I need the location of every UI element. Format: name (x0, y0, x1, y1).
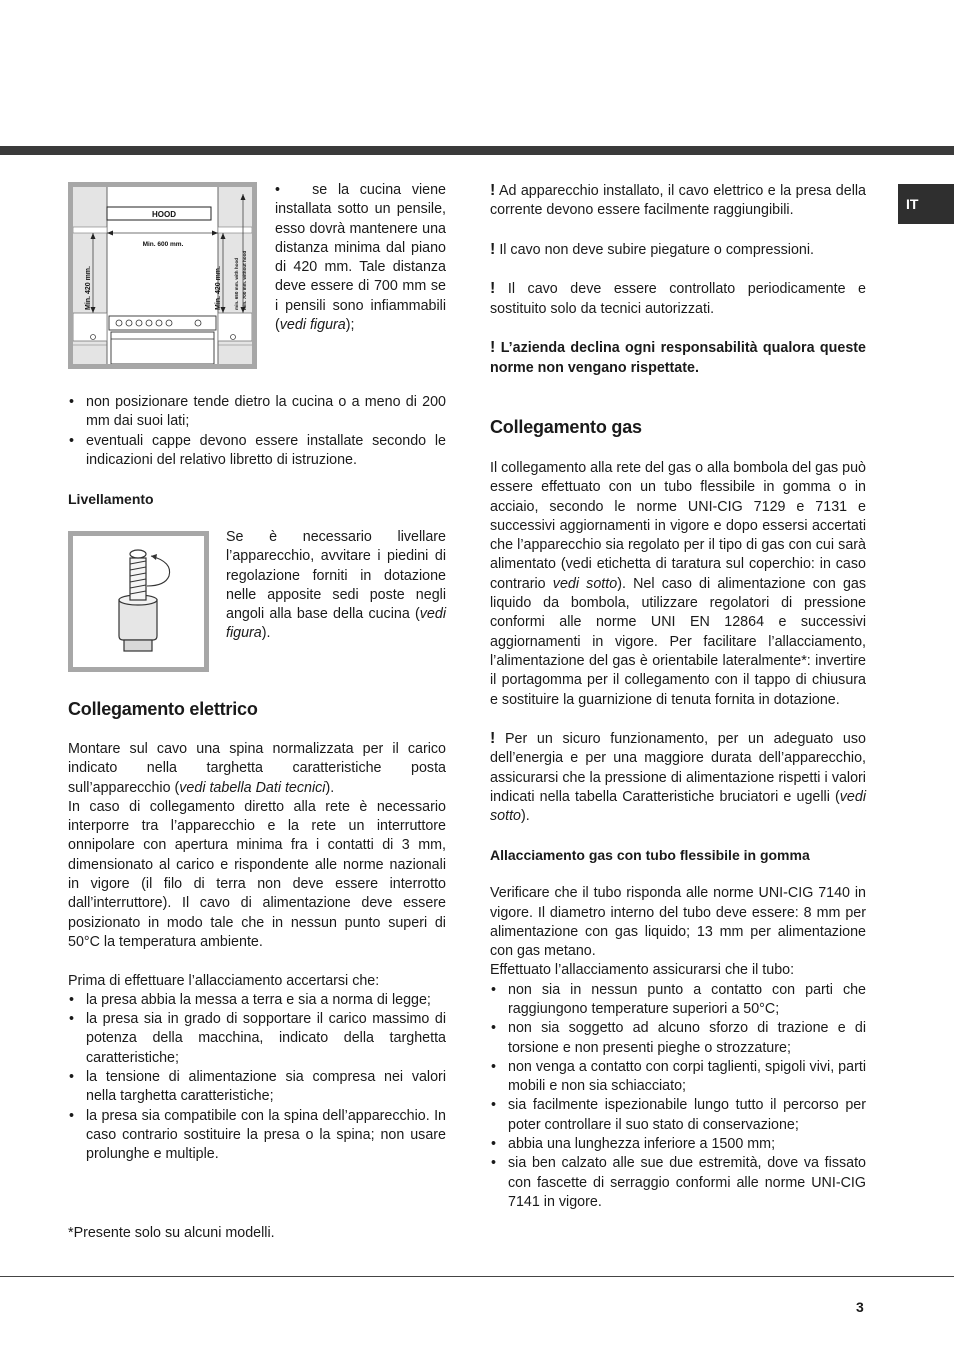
list-item: • la tensione di alimentazione sia compresa nei valori nella targhetta caratteristiche; (68, 1068, 446, 1107)
gas-paragraph-1 (490, 459, 866, 710)
min-width-label: Min. 600 mm. (142, 241, 184, 248)
gas-warning (490, 729, 866, 826)
placement-bullets (68, 393, 446, 470)
list-item: • abbia una lunghezza inferiore a 1500 mm; (490, 1135, 866, 1154)
footnote: *Presente solo su alcuni modelli. (68, 1225, 275, 1241)
hood-clearance-figure (68, 182, 257, 369)
elettrico-p1-end: ). (325, 779, 335, 796)
warning-1-text: Ad apparecchio installato, il cavo elettrico e la presa della corrente devono essere facilmente raggiungibili. (490, 183, 866, 219)
list-item: • non posizionare tende dietro la cucina o a meno di 200 mm dai suoi lati; (68, 393, 446, 432)
hood-bullet-paragraph: • se la cucina viene installata sotto un pensile, esso dovrà mantenere una distanza minima dal piano di 420 mm. Tale distanza deve essere di 700 mm se i pensili sono infiammabili (vedi figura); (275, 182, 447, 334)
list-item: • la presa sia in grado di sopportare il carico massimo di potenza della macchina, indicato della targhetta caratteristiche; (68, 1010, 446, 1068)
list-item: • sia ben calzato alle sue due estremità, dove va fissato con fascette di serraggio conformi alle norme UNI-CIG 7141 in vigore. (490, 1154, 866, 1212)
warning-icon: ! (490, 730, 496, 748)
min-left-label: Min. 420 mm. (85, 266, 92, 310)
gas-heading: Collegamento gas (490, 416, 642, 437)
hood-bullet-italic: vedi figura (279, 317, 346, 334)
header-bar (0, 146, 954, 155)
gas-p1-italic: vedi sotto (552, 575, 618, 592)
livellamento-italic: vedi figura (226, 606, 446, 642)
warning-2-text: Il cavo non deve subire piegature o compressioni. (499, 241, 815, 258)
flex-paragraph-2: Effettuato l’allacciamento assicurarsi che il tubo: (490, 962, 795, 979)
gas-warning-italic: vedi sotto (490, 789, 866, 825)
min-right-label: Min. 420 mm. (215, 266, 222, 310)
livellamento-text: Se è necessario livellare l’apparecchio, avvitare i piedini di regolazione forniti in dotazione nelle apposite sedi poste negli angoli alla base della cucina ( (226, 529, 446, 623)
livellamento-heading: Livellamento (68, 491, 154, 507)
list-item: • non sia soggetto ad alcuno sforzo di trazione e di torsione e non presenti pieghe o strozzature; (490, 1019, 866, 1058)
gas-p1-text-2: ). Nel caso di alimentazione con gas liquido da bombola, utilizzare regolatori di pressione conformi alle norme UNI EN 12864 e successivi aggiornamenti in vigore. Per facilitare l’allacciamento, l’alimentazione del gas è orientabile lateralmente*: invertire il portagomma per il collegamento con il tappo di chiusura e sostituire la guarnizione di tenuta fornita in dotazione. (490, 575, 866, 708)
leveling-foot-diagram (73, 536, 204, 667)
placement-list (68, 393, 446, 470)
elettrico-checklist (68, 991, 446, 1165)
livellamento-end: ). (261, 625, 271, 642)
elettrico-paragraph-2: In caso di collegamento diretto alla rete è necessario interporre tra l’apparecchio e la rete un interruttore onnipolare con apertura minima fra i contatti di 3 mm, dimensionato al carico e rispondente alle norme nazionali in vigore (il filo di terra non deve essere interrotto dall’interruttore). Il cavo di alimentazione deve essere posizionato in modo tale che in nessun punto superi di 50°C la temperatura ambiente. (68, 798, 446, 950)
hood-clearance-diagram (73, 187, 252, 364)
flex-hose-heading: Allacciamento gas con tubo flessibile in gomma (490, 846, 810, 863)
warning-icon: ! (490, 339, 496, 357)
hood-bullet-text: se la cucina viene installata sotto un pensile, esso dovrà mantenere una distanza minima dal piano di 420 mm. Tale distanza deve essere di 700 mm se i pensili sono infiammabili ( (275, 182, 447, 334)
warning-icon: ! (490, 280, 496, 298)
warning-3-text: Il cavo deve essere controllato periodicamente e sostituito solo da tecnici autorizzati. (490, 281, 866, 317)
warning-2 (490, 240, 866, 260)
elettrico-heading: Collegamento elettrico (68, 699, 258, 719)
elettrico-section (68, 697, 446, 1165)
list-item: • la presa sia compatibile con la spina dell’apparecchio. In caso contrario sostituire la presa o la spina; non usare prolunghe e multiple. (68, 1107, 446, 1165)
hood-bullet-end: ); (345, 317, 355, 334)
leveling-figure (68, 531, 209, 672)
warning-4 (490, 338, 866, 378)
warning-icon: ! (490, 240, 496, 258)
footer-line (0, 1276, 954, 1277)
gas-warning-text: Per un sicuro funzionamento, per un adeguato uso dell’energia e per una maggiore durata dell’apparecchio, assicurarsi che la pressione di alimentazione rispetti i valori indicati nella tabella Caratteristiche bruciatori e ugelli ( (490, 731, 866, 806)
min-side-label-1: min. 650 mm. with hood (234, 257, 239, 310)
warning-3 (490, 279, 866, 319)
gas-warning-end: ). (521, 808, 530, 825)
flex-checklist (490, 981, 866, 1213)
page-number: 3 (856, 1299, 864, 1315)
warning-1 (490, 181, 866, 221)
list-item: • non sia in nessun punto a contatto con parti che raggiungono temperature superiori a 50°C; (490, 981, 866, 1020)
gas-p1-text: Il collegamento alla rete del gas o alla bombola del gas può essere effettuato con un tubo flessibile in gomma o in acciaio, secondo le norme UNI-CIG 7129 e 7131 e successivi aggiornamenti in vigore e dopo essersi accertati che l’apparecchio sia regolato per il tipo di gas con cui sarà alimentato (vedi etichetta di taratura sul coperchio: in caso contrario (490, 459, 866, 592)
elettrico-paragraph-3: Prima di effettuare l’allacciamento accertarsi che: (68, 972, 380, 989)
elettrico-p1-italic: vedi tabella Dati tecnici (179, 779, 326, 796)
warning-4-text: L’azienda declina ogni responsabilità qualora queste norme non vengano rispettate. (490, 340, 866, 376)
language-tab: IT (898, 184, 954, 224)
flex-paragraph-1: Verificare che il tubo risponda alle norme UNI-CIG 7140 in vigore. Il diametro interno del tubo deve essere: 8 mm per alimentazione con gas liquido; 13 mm per alimentazione con gas metano. (490, 885, 866, 960)
elettrico-p1-text: Montare sul cavo una spina normalizzata per il carico indicato nella targhetta caratteristiche posta sull’apparecchio ( (68, 741, 446, 796)
hood-label: HOOD (152, 210, 176, 219)
warning-icon: ! (490, 182, 496, 199)
list-item: • sia facilmente ispezionabile lungo tutto il percorso per poter controllare il suo stato di conservazione; (490, 1096, 866, 1135)
list-item: • eventuali cappe devono essere installate secondo le indicazioni del relativo libretto di istruzione. (68, 432, 446, 471)
elettrico-paragraph-1 (68, 740, 446, 798)
livellamento-paragraph (226, 528, 446, 644)
list-item: • non venga a contatto con corpi taglienti, spigoli vivi, parti mobili e non sia schiacciato; (490, 1058, 866, 1097)
right-column (490, 181, 866, 1212)
list-item: • la presa abbia la messa a terra e sia a norma di legge; (68, 991, 446, 1010)
min-side-label-2: min. 700 mm. without hood (242, 250, 247, 310)
